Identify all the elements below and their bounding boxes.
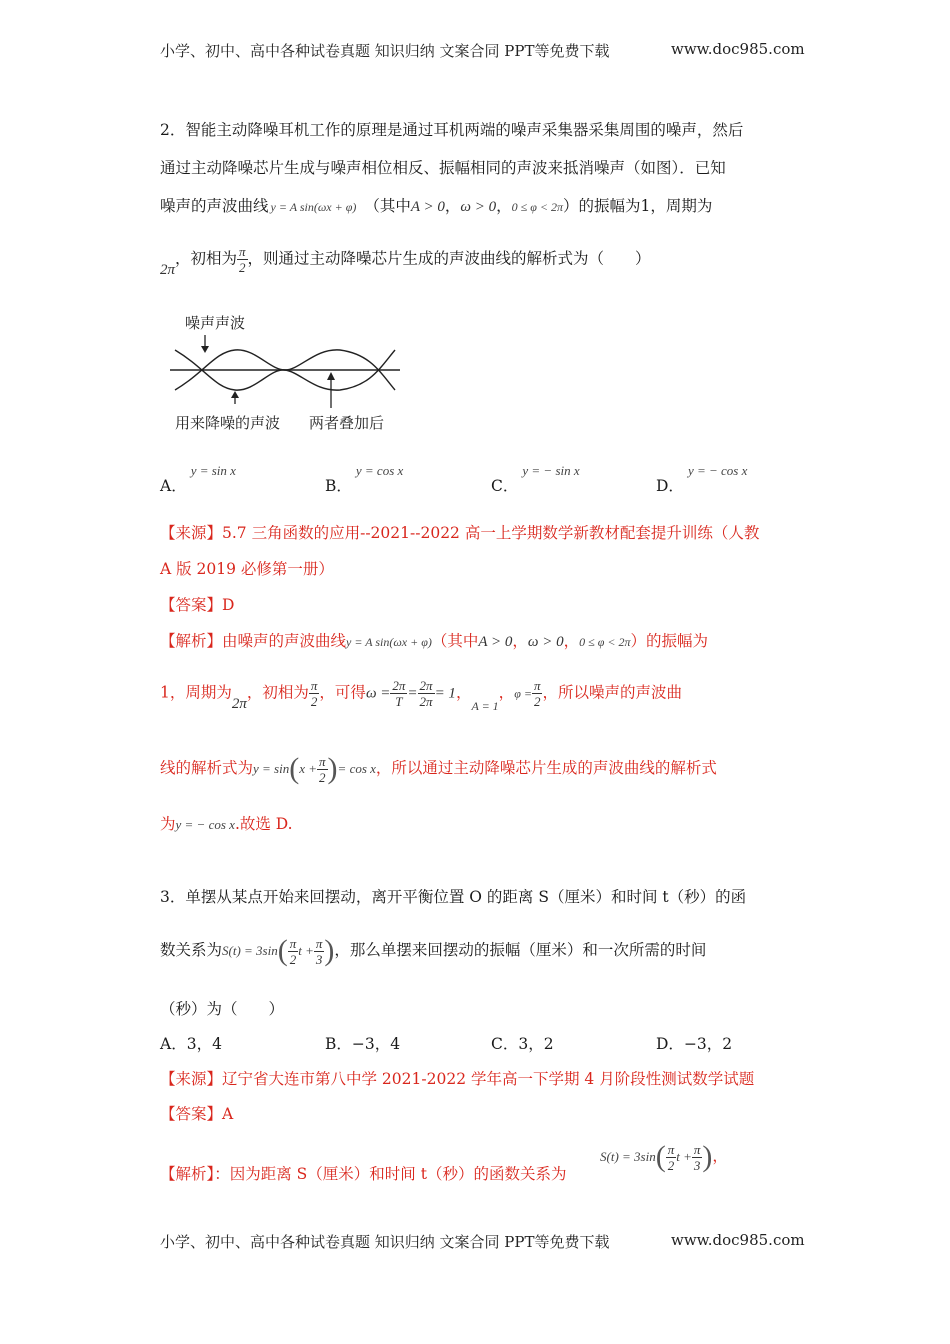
- arrow-noise-head: [201, 346, 209, 353]
- label-sum: 两者叠加后: [309, 414, 385, 432]
- q2-option-c[interactable]: C．y = − sin x: [491, 463, 580, 495]
- q3-line2: 数关系为S(t) = 3sin( $\frac{\pi}{2}$ t + $\frac{\pi}{3}$ )，那么单摆来回摆动的振幅（厘米）和一次所需的时间: [160, 934, 707, 967]
- label-cancel: 用来降噪的声波: [175, 414, 281, 432]
- arrow-cancel-head: [231, 391, 239, 398]
- q2-analysis-line1: 【解析】由噪声的声波曲线y = A sin(ωx + φ)（其中A > 0，ω > 0，0 ≤ φ < 2π）的振幅为: [160, 632, 709, 650]
- header-url[interactable]: www.doc985.com: [671, 40, 805, 58]
- q3-line1: 3．单摆从某点开始来回摆动，离开平衡位置 O 的距离 S（厘米）和时间 t（秒）的函: [160, 888, 747, 906]
- q2-line3: 噪声的声波曲线 y = A sin(ωx + φ) （其中A > 0，ω > 0，0 ≤ φ < 2π）的振幅为1，周期为: [160, 197, 713, 215]
- q2-analysis-line2: 1，周期为2π，初相为 $\frac{\pi}{2}$ ，可得ω = $\frac{2\pi}{T}$ = $\frac{2\pi}{2\pi}$ = 1，$_{A = 1}$，φ = $\frac{\pi}{2}$ ，所以噪声的声波曲: [160, 678, 682, 713]
- q2-answer: 【答案】D: [160, 596, 235, 614]
- q2-source-line1: 【来源】5.7 三角函数的应用--2021--2022 高一上学期数学新教材配套提升训练（人教: [160, 524, 760, 542]
- q2-analysis-line4: 为y = − cos x.故选 D.: [160, 815, 293, 833]
- q3-option-b[interactable]: B．−3，4: [325, 1035, 401, 1053]
- q2-option-a[interactable]: A．y = sin x: [160, 463, 236, 495]
- header-text: 小学、初中、高中各种试卷真题 知识归纳 文案合同 PPT等免费下载: [160, 42, 610, 60]
- arrow-sum-head: [327, 372, 335, 380]
- sound-wave-figure: [165, 308, 405, 438]
- q2-option-b[interactable]: B．y = cos x: [325, 463, 404, 495]
- q3-source: 【来源】辽宁省大连市第八中学 2021-2022 学年高一下学期 4 月阶段性测试数学试题: [160, 1070, 755, 1088]
- q3-analysis: 【解析】：因为距离 S（厘米）和时间 t（秒）的函数关系为: [160, 1165, 567, 1183]
- q2-line4: 2π，初相为 $\frac{\pi}{2}$ ，则通过主动降噪芯片生成的声波曲线的解析式为（ ）: [160, 244, 651, 278]
- q2-line1: 2．智能主动降噪耳机工作的原理是通过耳机两端的噪声采集器采集周围的噪声，然后: [160, 121, 744, 139]
- footer-url[interactable]: www.doc985.com: [671, 1231, 805, 1249]
- q2-option-d[interactable]: D．y = − cos x: [656, 463, 748, 495]
- footer-text: 小学、初中、高中各种试卷真题 知识归纳 文案合同 PPT等免费下载: [160, 1233, 610, 1251]
- q3-option-c[interactable]: C．3，2: [491, 1035, 554, 1053]
- q3-line3: （秒）为（ ）: [160, 1000, 285, 1018]
- label-noise: 噪声声波: [185, 314, 246, 332]
- q3-option-d[interactable]: D．−3，2: [656, 1035, 733, 1053]
- q3-option-a[interactable]: A．3，4: [160, 1035, 222, 1053]
- q3-answer: 【答案】A: [160, 1105, 234, 1123]
- q2-source-line2: A 版 2019 必修第一册）: [160, 560, 334, 578]
- q2-analysis-line3: 线的解析式为y = sin(x + $\frac{\pi}{2}$ )= cos x，所以通过主动降噪芯片生成的声波曲线的解析式: [160, 752, 717, 785]
- q3-analysis-formula: S(t) = 3sin( $\frac{\pi}{2}$ t + $\frac{\pi}{3}$ )，: [600, 1140, 728, 1173]
- q2-line2: 通过主动降噪芯片生成与噪声相位相反、振幅相同的声波来抵消噪声（如图）．已知: [160, 159, 726, 177]
